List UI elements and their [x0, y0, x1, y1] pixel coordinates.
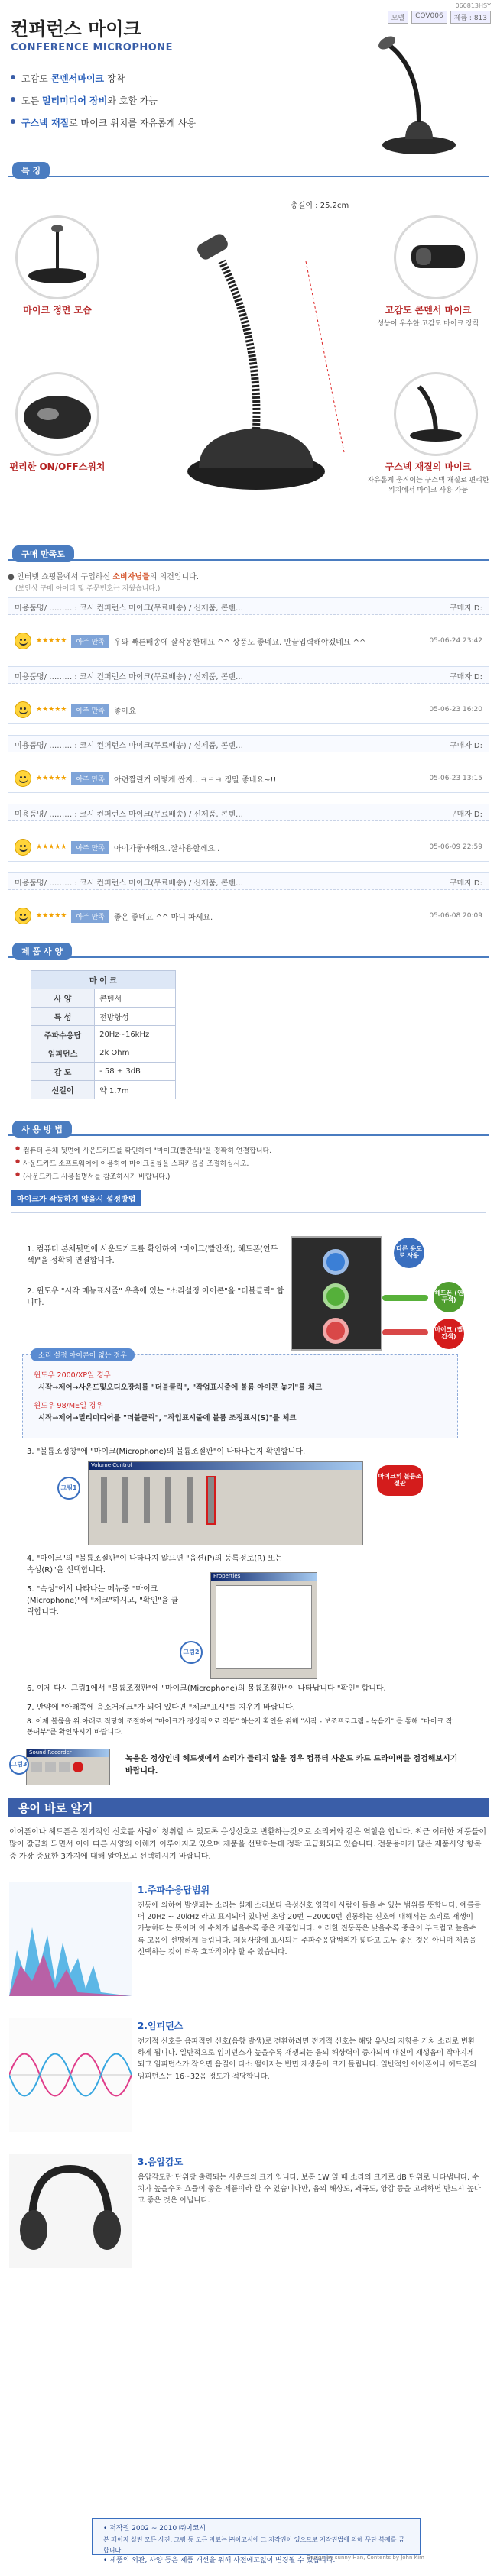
badge-other-use: 다른 용도로 사용 [394, 1238, 424, 1268]
fig3-label: 그림3 [9, 1755, 29, 1775]
review-text: 좋아요 [113, 707, 136, 716]
reviews-section-label: 구매 만족도 [12, 545, 74, 562]
badge-microphone: 마이크 (빨간색) [434, 1319, 464, 1349]
header [0, 0, 497, 160]
step-6: 6. 이제 다시 그림1에서 "볼륨조정판"에 "마이크(Microphone)의 볼륨조절판"이 나타납니다 "확인" 합니다. [27, 1684, 386, 1693]
caption-condenser: 고감도 콘덴서 마이크 성능이 우수한 고감도 마이크 장착 [377, 305, 479, 328]
spec-table-title: 마 이 크 [31, 971, 176, 989]
learn-text: 음압감도란 단위당 출력되는 사운드의 크기 입니다. 보통 1W 일 때 소리의 크기로 dB 단위로 나타냅니다. 수치가 높을수록 효율이 좋은 제품이라 할 수 있습니다만, 음의 해상도, 왜곡도, 양감 등을 고려하면 반드시 높다고 좋은 것은 아닙니다. [138, 2173, 481, 2205]
no-icon-line: 윈도우 98/ME일 경우 [34, 1402, 103, 1410]
review-product: 미용품명/ ……… : 코시 컨퍼런스 마이크(무료배송) / 신제품, 콘텐… [15, 879, 244, 888]
recorder-window-titlebar: Sound Recorder [27, 1749, 109, 1757]
doc-code: 060813HSY [455, 2, 491, 9]
final-note: 녹음은 정상인데 헤드셋에서 소리가 들리지 않을 경우 컴퓨터 사운드 카드 드라이버를 점검해보시기 바랍니다. [125, 1755, 458, 1775]
step-7: 7. 만약에 "아래쪽에 음소거체크"가 되어 있다면 "체크"표시"를 지우기 바랍니다. [27, 1704, 295, 1712]
usage-note: ● 컴퓨터 본체 뒷면에 사운드카드를 확인하여 "마이크(빨간색)"을 정확히 연결합니다. [15, 1145, 482, 1155]
gooseneck-mic-image [115, 208, 375, 498]
learn-item-sensitivity [0, 2150, 497, 2286]
bullet-item: 고감도 콘덴서마이크 장착 [11, 72, 486, 85]
step-8: 8. 이제 볼륨을 위.아래로 적당히 조절하여 "마이크가 정상적으로 작동" 하는지 확인을 위해 "시작 - 보조프로그램 - 녹음기" 를 통해 "마이크 작동여부"를 확인하시기 바랍니다. [27, 1718, 453, 1736]
learn-item-impedance [0, 2015, 497, 2150]
review-date: 05-06-08 20:09 [429, 912, 482, 920]
volume-control-window [88, 1461, 363, 1545]
spec-table [31, 970, 176, 1099]
table-row: 감 도 - 58 ± 3dB [31, 1063, 176, 1081]
review-card [8, 597, 489, 655]
review-text: 아이가좋아해요..잘사용할께요.. [113, 844, 220, 853]
table-row: 특 성 전방향성 [31, 1008, 176, 1026]
star-rating-icon: ★★★★★ [36, 843, 67, 851]
length-label: 총길이 : 25.2cm [291, 202, 349, 210]
learn-text: 진동에 의하여 발생되는 소리는 실제 소리보다 음성신호 영역이 사람이 들을 수 있는 범위를 뜻합니다. 예를들어 20Hz ~ 20kHz 라고 표시되어 있다면 초당 20번 ~20000번 진동하는 신호에 대해서는 소리로 재생이 가능하다는 뜻이며 이 수치가 넓을수록 좋은 제품입니다. 이러한 진동폭은 낮을수록 중음이 부드럽고 높을수록 고음이 선명하게 들립니다. 제품사양에 표시되는 주파수응답범위가 넓다고 모두 좋은 것은 아니며 제품을 선택하는 것이 더욱 효과적이라 할 수 있습니다. [138, 1901, 482, 1956]
step-2: 2. 윈도우 "시작 메뉴표시줄" 우측에 있는 "소리설정 아이콘"을 "더블클릭" 합니다. [27, 1287, 284, 1307]
usage-section-bar [8, 1119, 489, 1136]
smiley-icon [15, 701, 31, 718]
review-buyer: 구매자ID: [450, 811, 482, 819]
page-title: 컨퍼런스 마이크 [11, 18, 141, 40]
page-subtitle: CONFERENCE MICROPHONE [11, 42, 174, 53]
microphone-image [359, 23, 474, 157]
caption-gooseneck: 구스넥 재질의 마이크 자유롭게 움직이는 구스넥 재질로 편리한 위치에서 마이크 사용 가능 [367, 461, 489, 494]
star-rating-icon: ★★★★★ [36, 775, 67, 782]
review-tag: 아주 만족 [71, 772, 109, 785]
star-rating-icon: ★★★★★ [36, 912, 67, 920]
table-row: 선길이 약 1.7m [31, 1081, 176, 1099]
no-icon-line: 윈도우 2000/XP일 경우 [34, 1371, 111, 1380]
review-card [8, 804, 489, 862]
learn-title: 2.임피던스 [138, 2021, 184, 2031]
bullet-item: 모든 멀티미디어 장비와 호환 가능 [11, 94, 486, 107]
caption-switch: 편리한 ON/OFF스위치 [9, 461, 106, 472]
step-1: 1. 컴퓨터 본체뒷면에 사운드카드를 확인하여 "마이크(빨간색), 헤드폰(연두색)"을 정확히 연결합니다. [27, 1245, 278, 1265]
reviews-area [8, 561, 489, 930]
properties-window-titlebar: Properties [211, 1573, 317, 1581]
learn-section-label: 용어 바로 알기 [18, 1801, 93, 1815]
learn-item-frequency [0, 1879, 497, 2015]
features-area [0, 177, 497, 544]
design-credit: Design by sunny Han, Contents by John Kim [306, 2555, 424, 2561]
table-row: 주파수응답 20Hz~16kHz [31, 1026, 176, 1044]
step-5: 5. "속성"에서 나타나는 메뉴중 "마이크(Microphone)"에 "체크"하시고, "확인"을 클릭합니다. [27, 1585, 179, 1616]
reviews-note: (보안상 구매 아이디 및 주문번호는 지웠습니다.) [15, 585, 161, 593]
no-icon-title: 소리 설정 아이콘이 없는 경우 [31, 1348, 135, 1361]
learn-title: 3.음압감도 [138, 2157, 184, 2167]
fig1-label: 그림1 [57, 1477, 80, 1500]
learn-section-bar [8, 1798, 489, 1817]
soundcard-jacks-image [291, 1236, 382, 1351]
badge-mic-volume: 마이크의 볼륨조절판 [377, 1465, 423, 1496]
reviews-intro: ● 인터넷 쇼핑몰에서 구입하신 소비자님들의 의견입니다. (보안상 구매 아이디 및 주문번호는 지웠습니다.) [8, 561, 489, 597]
review-card [8, 735, 489, 793]
footer-line: • 저작권 2002 ~ 2010 ㈜이코시 [103, 2525, 206, 2532]
review-card [8, 872, 489, 930]
usage-note: ● (사운드카드 사용설명서를 참조하시기 바랍니다.) [15, 1171, 482, 1181]
features-section-bar [8, 160, 489, 177]
table-row: 임피던스 2k Ohm [31, 1044, 176, 1063]
recorder-row [11, 1746, 486, 1791]
footer-line: 본 페이지 실린 모든 사진, 그림 등 모든 자료는 ㈜이코시에 그 저작권이 있으므로 저작권법에 의해 무단 복제를 금합니다. [103, 2536, 404, 2554]
spec-section-label: 제 품 사 양 [12, 943, 72, 960]
review-text: 우와 빠른배송에 잘작동한데요 ^^ 상품도 좋네요. 만끝입력해야겠네요 ^^ [113, 638, 366, 647]
review-text: 좋은 좋네요 ^^ 마니 파세요. [113, 913, 213, 922]
badge-headphone: 헤드폰 (연두색) [434, 1282, 464, 1312]
bullet-item: 구스넥 재질로 마이크 위치를 자유롭게 사용 [11, 116, 486, 129]
review-product: 미용품명/ ……… : 코시 컨퍼런스 마이크(무료배송) / 신제품, 콘텐… [15, 811, 244, 819]
smiley-icon [15, 633, 31, 649]
review-buyer: 구매자ID: [450, 673, 482, 681]
caption-front-view: 마이크 정면 모습 [23, 305, 92, 316]
review-date: 05-06-09 22:59 [429, 843, 482, 851]
step-3: 3. "볼륨조정창"에 "마이크(Microphone)의 볼륨조절판"이 나타나는지 확인합니다. [27, 1448, 306, 1456]
learn-text: 전기적 신호를 음파적인 신호(음향 발생)로 전환하려면 전기적 신호는 해당 유닛의 저항을 거쳐 소리로 변환하게 됩니다. 일반적으로 임피던스가 높을수록 재생되는 음의 해상력이 증가되며 대신에 재생음이 작아지게 되고 임피던스가 작으면 음질이 다소 떨어지는 반면 재생음이 크게 들립니다. 일반적인 이어폰이나 헤드폰의 임피던스는 16~32옴 정도가 적당합니다. [138, 2037, 477, 2081]
learn-title: 1.주파수응답범위 [138, 1885, 210, 1895]
no-icon-line: 시작→제어→사운드및오디오장치를 "더블클릭", "작업표시줄에 볼륨 아이콘 놓기"를 체크 [38, 1383, 323, 1392]
impedance-wave-image [9, 2018, 132, 2132]
smiley-icon [15, 839, 31, 856]
model-label: 모델 [388, 11, 408, 24]
troubleshoot-steps [11, 1212, 486, 1739]
review-product: 미용품명/ ……… : 코시 컨퍼런스 마이크(무료배송) / 신제품, 콘텐… [15, 604, 244, 613]
smiley-icon [15, 770, 31, 787]
properties-window [210, 1572, 317, 1679]
spec-section-bar [8, 941, 489, 958]
review-tag: 아주 만족 [71, 841, 109, 854]
trouble-label: 마이크가 작동하지 않을시 설정방법 [11, 1190, 141, 1206]
review-tag: 아주 만족 [71, 635, 109, 648]
front-view-circle [15, 215, 99, 299]
headphone-image [9, 2154, 132, 2268]
usage-section-label: 사 용 방 법 [12, 1121, 72, 1138]
green-cable-image [382, 1295, 428, 1301]
review-date: 05-06-23 13:15 [429, 775, 482, 782]
switch-circle [15, 372, 99, 456]
usage-notes [15, 1145, 482, 1181]
learn-intro: 이어폰이나 헤드폰은 전기적인 신호를 사람이 청취할 수 있도록 음성신호로 변환하는것으로 소리커와 같은 역할을 합니다. 최근 이러한 제품들이 많이 값금화 되면서 이에 따른 사양의 이해가 이루어지고 있으며 제품을 선택하는데 정확 고급화되고 있습니다. 전문용어가 많은 제품사양 항목중 가장 중요한 3가지에 대해 알아보고 선택하시기 바랍니다. [9, 1828, 486, 1861]
review-buyer: 구매자ID: [450, 879, 482, 888]
review-date: 05-06-24 23:42 [429, 637, 482, 645]
review-tag: 아주 만족 [71, 910, 109, 923]
model-value: COV006 [411, 11, 447, 24]
star-rating-icon: ★★★★★ [36, 637, 67, 645]
volume-window-titlebar: Volume Control [89, 1462, 362, 1470]
red-cable-image [382, 1329, 428, 1335]
product-code: 제품 : 813 [450, 11, 491, 24]
fig2-label: 그림2 [180, 1641, 203, 1664]
star-rating-icon: ★★★★★ [36, 706, 67, 714]
table-row: 사 양 콘덴서 [31, 989, 176, 1008]
review-product: 미용품명/ ……… : 코시 컨퍼런스 마이크(무료배송) / 신제품, 콘텐… [15, 742, 244, 750]
review-buyer: 구매자ID: [450, 742, 482, 750]
no-icon-line: 시작→제어→멀티미디어를 "더블클릭", "작업표시줄에 볼륨 조정표시(S)"를 체크 [38, 1414, 297, 1422]
step-4: 4. "마이크"의 "볼륨조절판"이 나타나지 않으면 "옵션(P)의 등록정보(R) 또는 속성(R)"을 선택합니다. [27, 1555, 283, 1574]
no-icon-box [22, 1354, 458, 1438]
reviews-section-bar [8, 544, 489, 561]
review-date: 05-06-23 16:20 [429, 706, 482, 714]
review-buyer: 구매자ID: [450, 604, 482, 613]
review-card [8, 666, 489, 724]
smiley-icon [15, 908, 31, 924]
frequency-chart-image [9, 1882, 132, 1996]
gooseneck-circle [394, 372, 478, 456]
review-product: 미용품명/ ……… : 코시 컨퍼런스 마이크(무료배송) / 신제품, 콘텐… [15, 673, 244, 681]
usage-note: ● 사운드카드 소프트웨어에 이용하여 마이크볼륨을 스피커음을 조절하십시오. [15, 1158, 482, 1168]
sound-recorder-window [26, 1749, 110, 1785]
review-text: 아련짤린거 이렇게 싼지.. ㅋㅋㅋ 정말 좋네요~!! [113, 775, 277, 785]
model-info [388, 11, 491, 24]
features-section-label: 특 징 [12, 162, 50, 179]
condenser-circle [394, 215, 478, 299]
review-tag: 아주 만족 [71, 704, 109, 717]
footer-line: • 제품의 외관, 사양 등은 제품 개선을 위해 사전예고없이 변경될 수 있습니다. [103, 2557, 336, 2565]
